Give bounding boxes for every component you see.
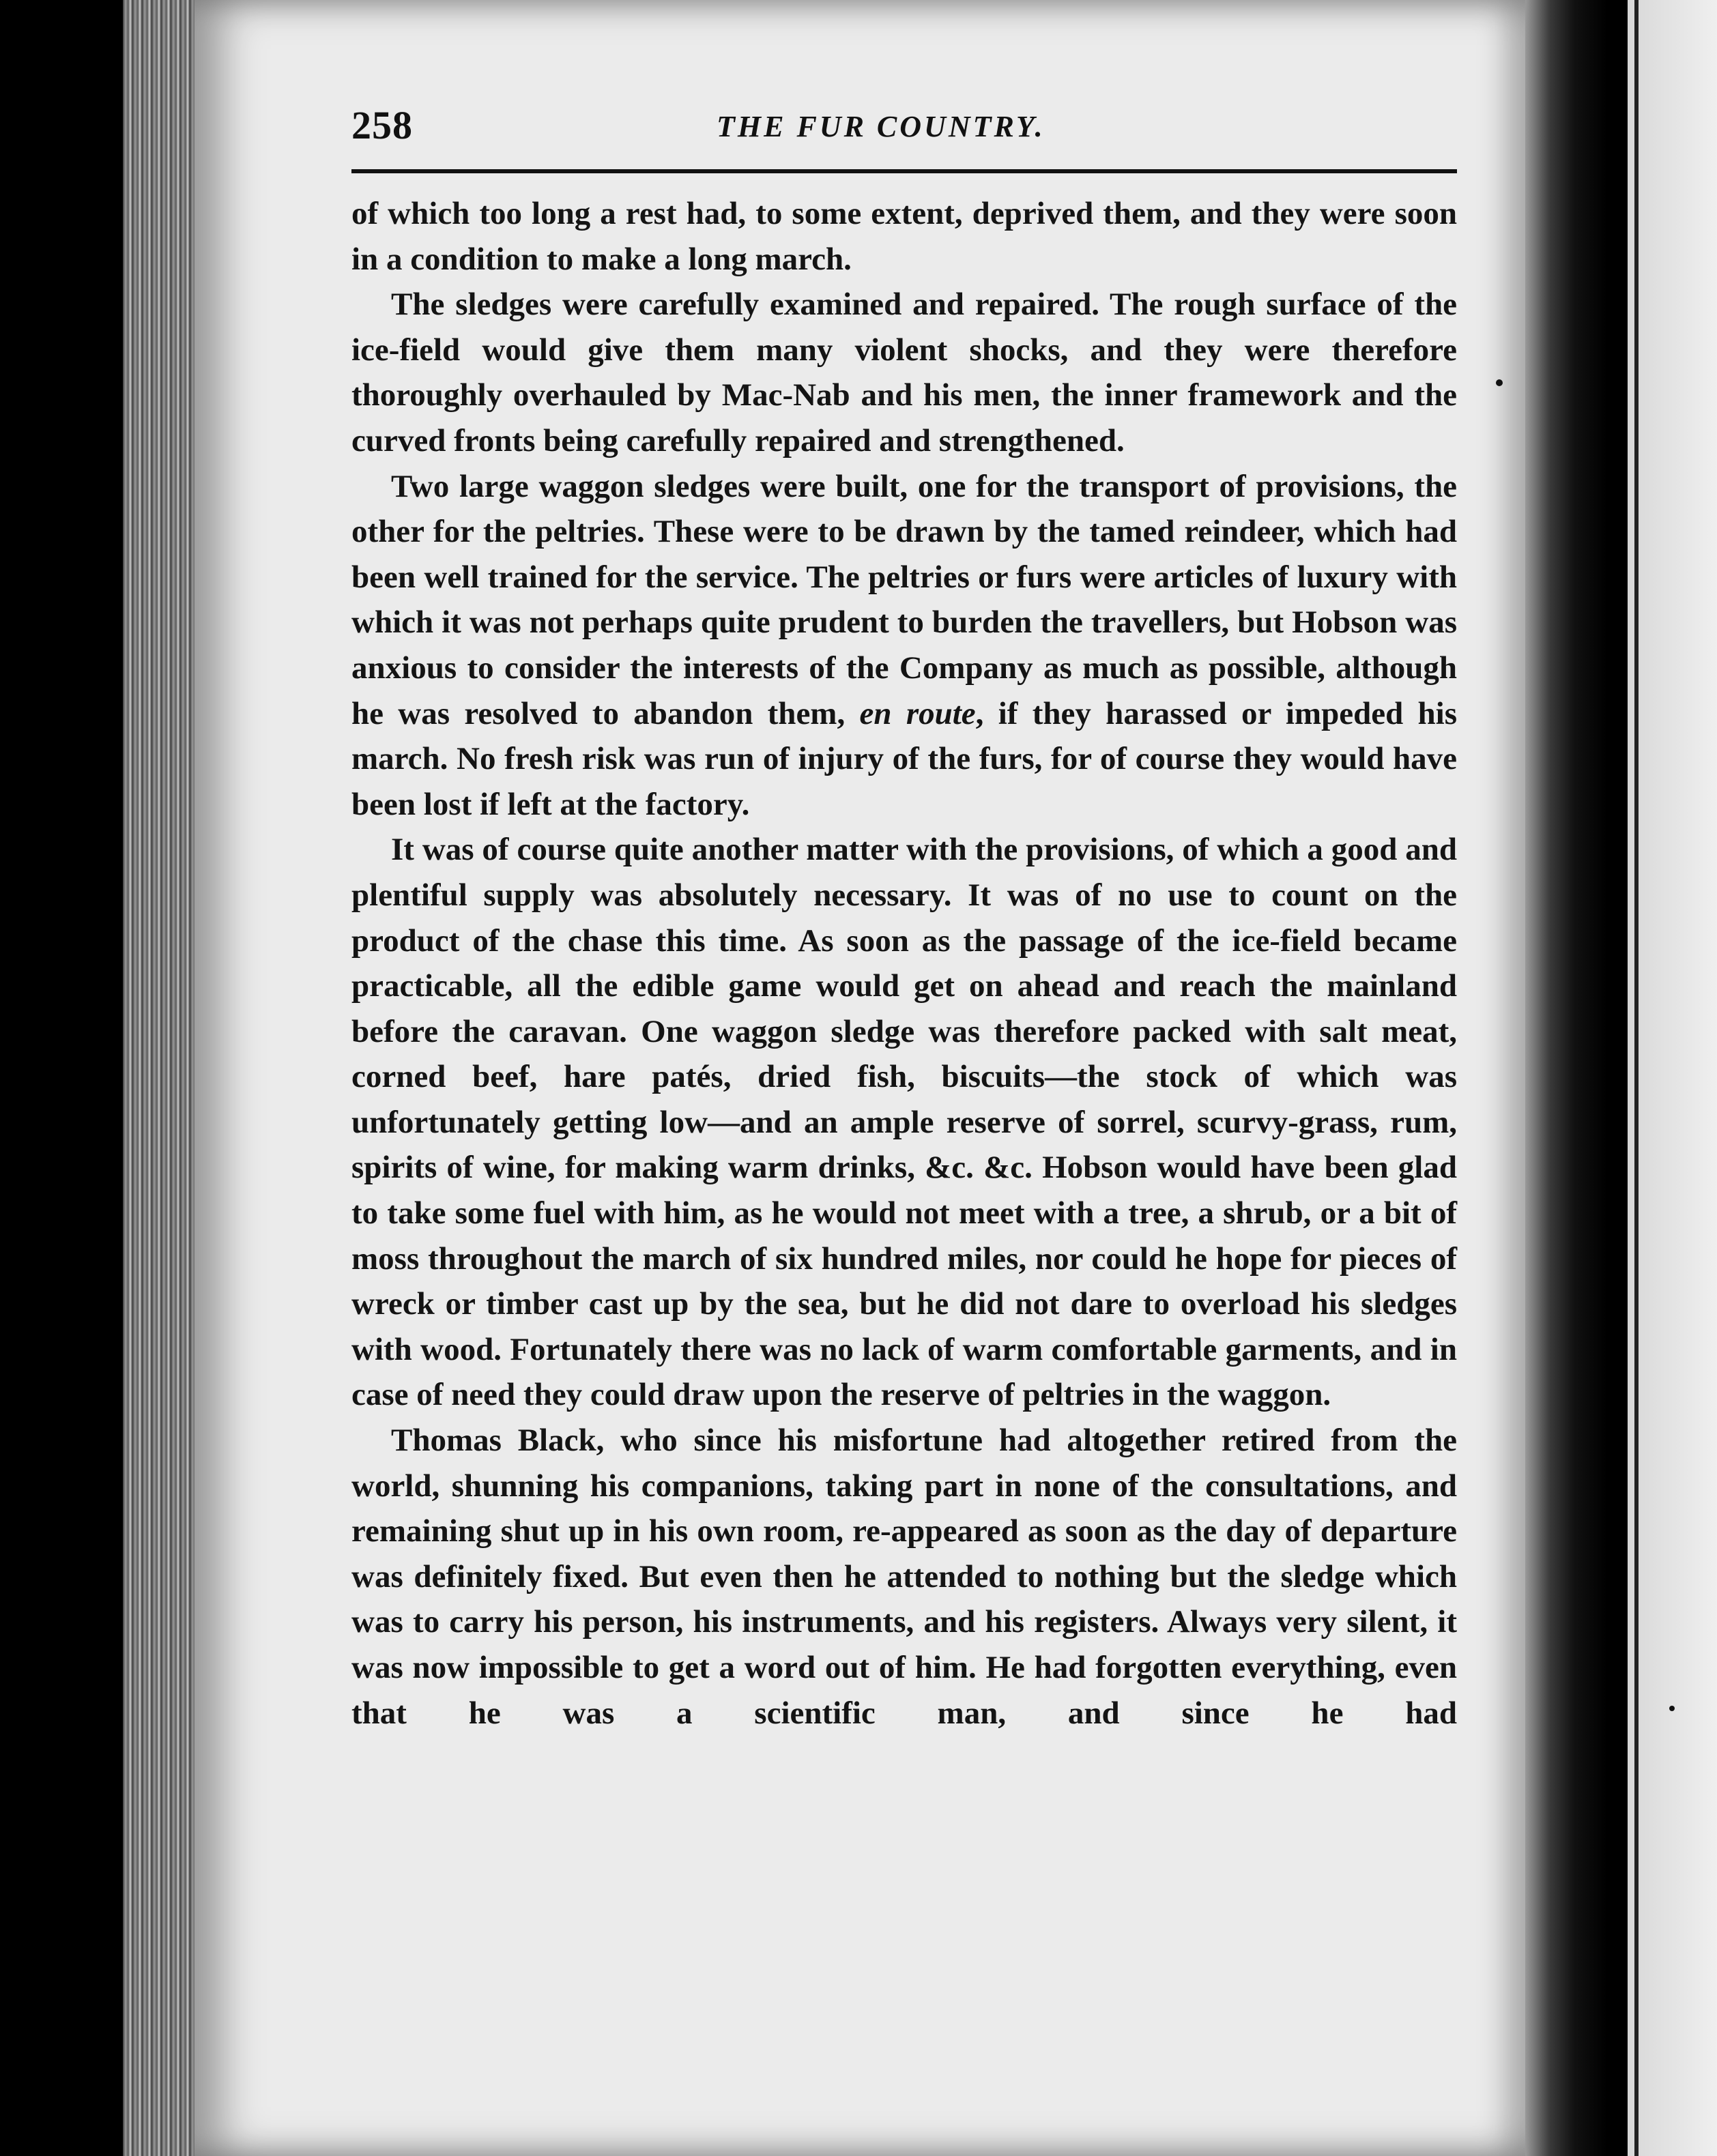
ink-speck xyxy=(1496,379,1503,386)
running-title: THE FUR COUNTRY. xyxy=(717,110,1045,143)
paragraph xyxy=(351,282,1457,463)
ink-speck xyxy=(1669,1706,1675,1711)
paragraph-text: Thomas Black, who since his misfortune had altogether retired from the world, shunning his companions, taking part in none of the consultations, and remaining shut up in his own room, re-appeared as soon as the day of departure was definitely fixed. But even then he attended to nothing but the sledge which was to carry his person, his instruments, and his registers. Always very silent, it was now impossible to get a word out of him. He had forgotten everything, even that he was a scientific man, and since he had xyxy=(351,1423,1457,1731)
page-number: 258 xyxy=(351,103,413,147)
paragraph xyxy=(351,1418,1457,1736)
paragraph xyxy=(351,191,1457,282)
paragraph-text: , if they harassed or impeded his march. No fresh risk was run of injury of the furs, for of course they would have been lost if left at the factory. xyxy=(351,695,1458,822)
book-gutter xyxy=(1525,0,1607,2156)
paragraph xyxy=(351,464,1457,828)
italic-phrase: en route xyxy=(859,695,976,731)
paragraph-text: The sledges were carefully examined and repaired. The rough surface of the ice-field would give them many violent shocks, and they were therefore thoroughly overhauled by Mac-Nab and his men, the inner framework and the curved fronts being carefully repaired and strengthened. xyxy=(351,287,1457,458)
facing-page-edge xyxy=(1628,0,1717,2156)
body-text xyxy=(351,191,1457,1736)
paragraph-text: Two large waggon sledges were built, one for the transport of provisions, the other for the peltries. These were to be drawn by the tamed reindeer, which had been well trained for the service. The peltries or furs were articles of luxury with which it was not perhaps quite prudent to burden the travellers, but Hobson was anxious to consider the interests of the Company as much as possible, although he was resolved to abandon them, xyxy=(351,468,1457,731)
paragraph-text: of which too long a rest had, to some extent, deprived them, and they were soon in a condition to make a long march. xyxy=(351,196,1457,277)
page-header xyxy=(351,102,1457,164)
book-page-edges xyxy=(123,0,198,2156)
paragraph xyxy=(351,827,1457,1418)
header-rule xyxy=(351,169,1457,173)
paragraph-text: It was of course quite another matter with the provisions, of which a good and plentiful supply was absolutely necessary. It was of no use to count on the product of the chase this time. As soon as the passage of the ice-field became practicable, all the edible game would get on ahead and reach the mainland before the caravan. One waggon sledge was therefore packed with salt meat, corned beef, hare patés, dried fish, biscuits—the stock of which was unfortunately getting low—and an ample reserve of sorrel, scurvy-grass, rum, spirits of wine, for making warm drinks, &c. &c. Hobson would have been glad to take some fuel with him, as he would not meet with a tree, a shrub, or a bit of moss throughout the march of six hundred miles, nor could he hope for pieces of wreck or timber cast up by the sea, but he did not dare to overload his sledges with wood. Fortunately there was no lack of warm comfortable garments, and in case of need they could draw upon the reserve of peltries in the waggon. xyxy=(351,832,1457,1413)
facing-page-border xyxy=(1634,0,1639,2156)
